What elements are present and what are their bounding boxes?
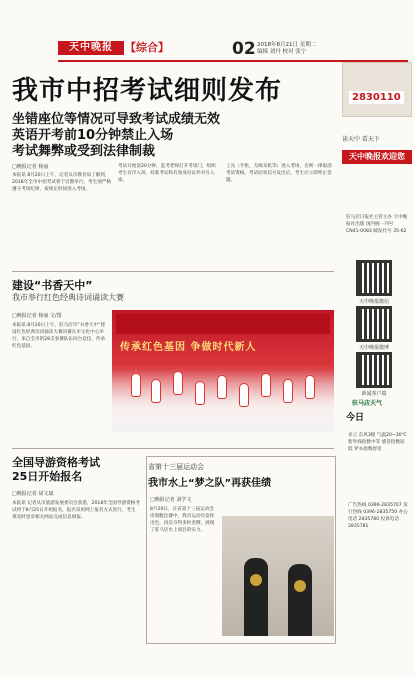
story4-body: 8月20日，在省第十三届运动会皮划艇比赛中，我市运动员发挥出色，再次夺得多枚金牌，展现了驻马店水上项目的实力。 — [150, 507, 215, 533]
performer — [262, 374, 270, 396]
lead-byline: □晚报记者 杨丽 — [12, 164, 49, 170]
publisher-info: 驻马店日报社主管主办 天中晚报社出版 国内统一刊号 CN41-0083 邮发代号 35-62 — [346, 215, 408, 234]
lead-subhead-1: 坐错座位等情况可导致考试成绩无效 — [12, 112, 221, 127]
lead-subhead-2: 英语开考前10分钟禁止入场 — [12, 128, 174, 143]
performer — [284, 380, 292, 402]
section-divider — [12, 271, 334, 272]
wechat-qr-icon[interactable] — [356, 260, 392, 296]
rail-banner: 天中晚报欢迎您 — [342, 150, 412, 164]
photo-banner-text: 传承红色基因 争做时代新人 — [120, 342, 257, 353]
rail-slogan: 读天中 看天下 — [342, 136, 380, 143]
story3-title — [12, 456, 100, 484]
promo-box — [342, 62, 412, 117]
recitation-contest-photo — [112, 310, 334, 432]
athlete — [244, 558, 268, 636]
section-name: 【综合】 — [125, 41, 169, 54]
story4-title: 我市水上“梦之队”再获佳绩 — [148, 478, 272, 489]
lead-body-col-3: 工具（手机、无线耳机等）进入考场，否则一律取消考试资格。考试结束信号发出后，考生应立即停止答题。 — [226, 164, 332, 183]
performer — [218, 376, 226, 398]
app-qr-icon[interactable] — [356, 352, 392, 388]
lead-body-col-2: 考试开始前20分钟，监考老师打开考场门，组织考生有序入场，持准考证和有效身份证件对号入座。 — [118, 164, 216, 183]
story4-kicker: 省第十三届运动会 — [148, 463, 204, 471]
qr-label-1: 天中晚报微信 — [358, 299, 389, 305]
athletes-photo — [222, 516, 334, 636]
weather-title: 驻马店天气 — [352, 400, 383, 407]
performer — [152, 380, 160, 402]
qr-label-2: 天中晚报微博 — [358, 345, 389, 351]
masthead — [0, 0, 415, 62]
today-label: 今日 — [346, 413, 365, 423]
performer — [306, 376, 314, 398]
story4-byline: □晚报记者 刘学文 — [150, 497, 192, 503]
athlete — [288, 564, 312, 636]
lead-subhead-3: 考试舞弊或受到法律制裁 — [12, 144, 156, 159]
date-line — [257, 42, 347, 56]
newspaper-logo: 天中晚报 — [58, 41, 124, 55]
story3-byline: □晚报记者 胡文斌 — [12, 491, 54, 497]
story3-title-line-1: 全国导游资格考试 — [12, 456, 100, 469]
editors-text: 编辑 刘丹 校对 张宁 — [257, 49, 307, 55]
promo-number: 2830110 — [349, 91, 404, 104]
story2-title: 建设“书香天中” — [12, 279, 93, 292]
performer — [196, 382, 204, 404]
story3-title-line-2: 25日开始报名 — [12, 470, 83, 483]
lead-headline: 我市中招考试细则发布 — [12, 76, 283, 106]
stage-banner — [116, 314, 330, 334]
performer — [174, 372, 182, 394]
lead-body-col-1: 本报讯 8月20日上午，记者从市教育局了解到，2018年全市中招考试将于近期举行，考生须严格遵守考场纪律，按规定时间进入考场。 — [12, 173, 111, 192]
weather-text: 多云 东风3级 气温20~30℃ 紫外线指数中等 感冒指数较低 穿衣指数舒适 — [348, 433, 407, 452]
qr-label-3: 新闻客户端 — [361, 391, 387, 397]
weibo-qr-icon[interactable] — [356, 306, 392, 342]
story3-body: 本报讯 记者从市旅游发展委员会获悉，2018年全国导游资格考试将于8月25日开始报名，报名采用网上报名方式进行，考生须及时登录相关网站完成信息填报。 — [12, 501, 140, 520]
performer — [132, 374, 140, 396]
date-text: 2018年8月21日 星期二 — [257, 42, 317, 48]
page-number: 02 — [232, 39, 256, 59]
story2-byline: □晚报记者 杨丽 文/图 — [12, 313, 62, 319]
story2-subtitle: 我市举行红色经典诗词诵读大赛 — [12, 293, 124, 302]
hotline-info: 广告热线 0396-2835707 发行热线 0396-2835750 办公电话 2835780 投诉电话 2835781 — [348, 503, 408, 529]
performer — [240, 384, 248, 406]
medal-icon — [294, 580, 306, 592]
section-divider — [12, 448, 334, 449]
medal-icon — [250, 574, 262, 586]
story2-body: 本报讯 8月20日上午，驻马店市“书香天中”建设红色经典诗词诵读大赛决赛在市文化中心举行，来自全市的28支参赛队伍同台竞技，传承红色基因。 — [12, 323, 106, 349]
